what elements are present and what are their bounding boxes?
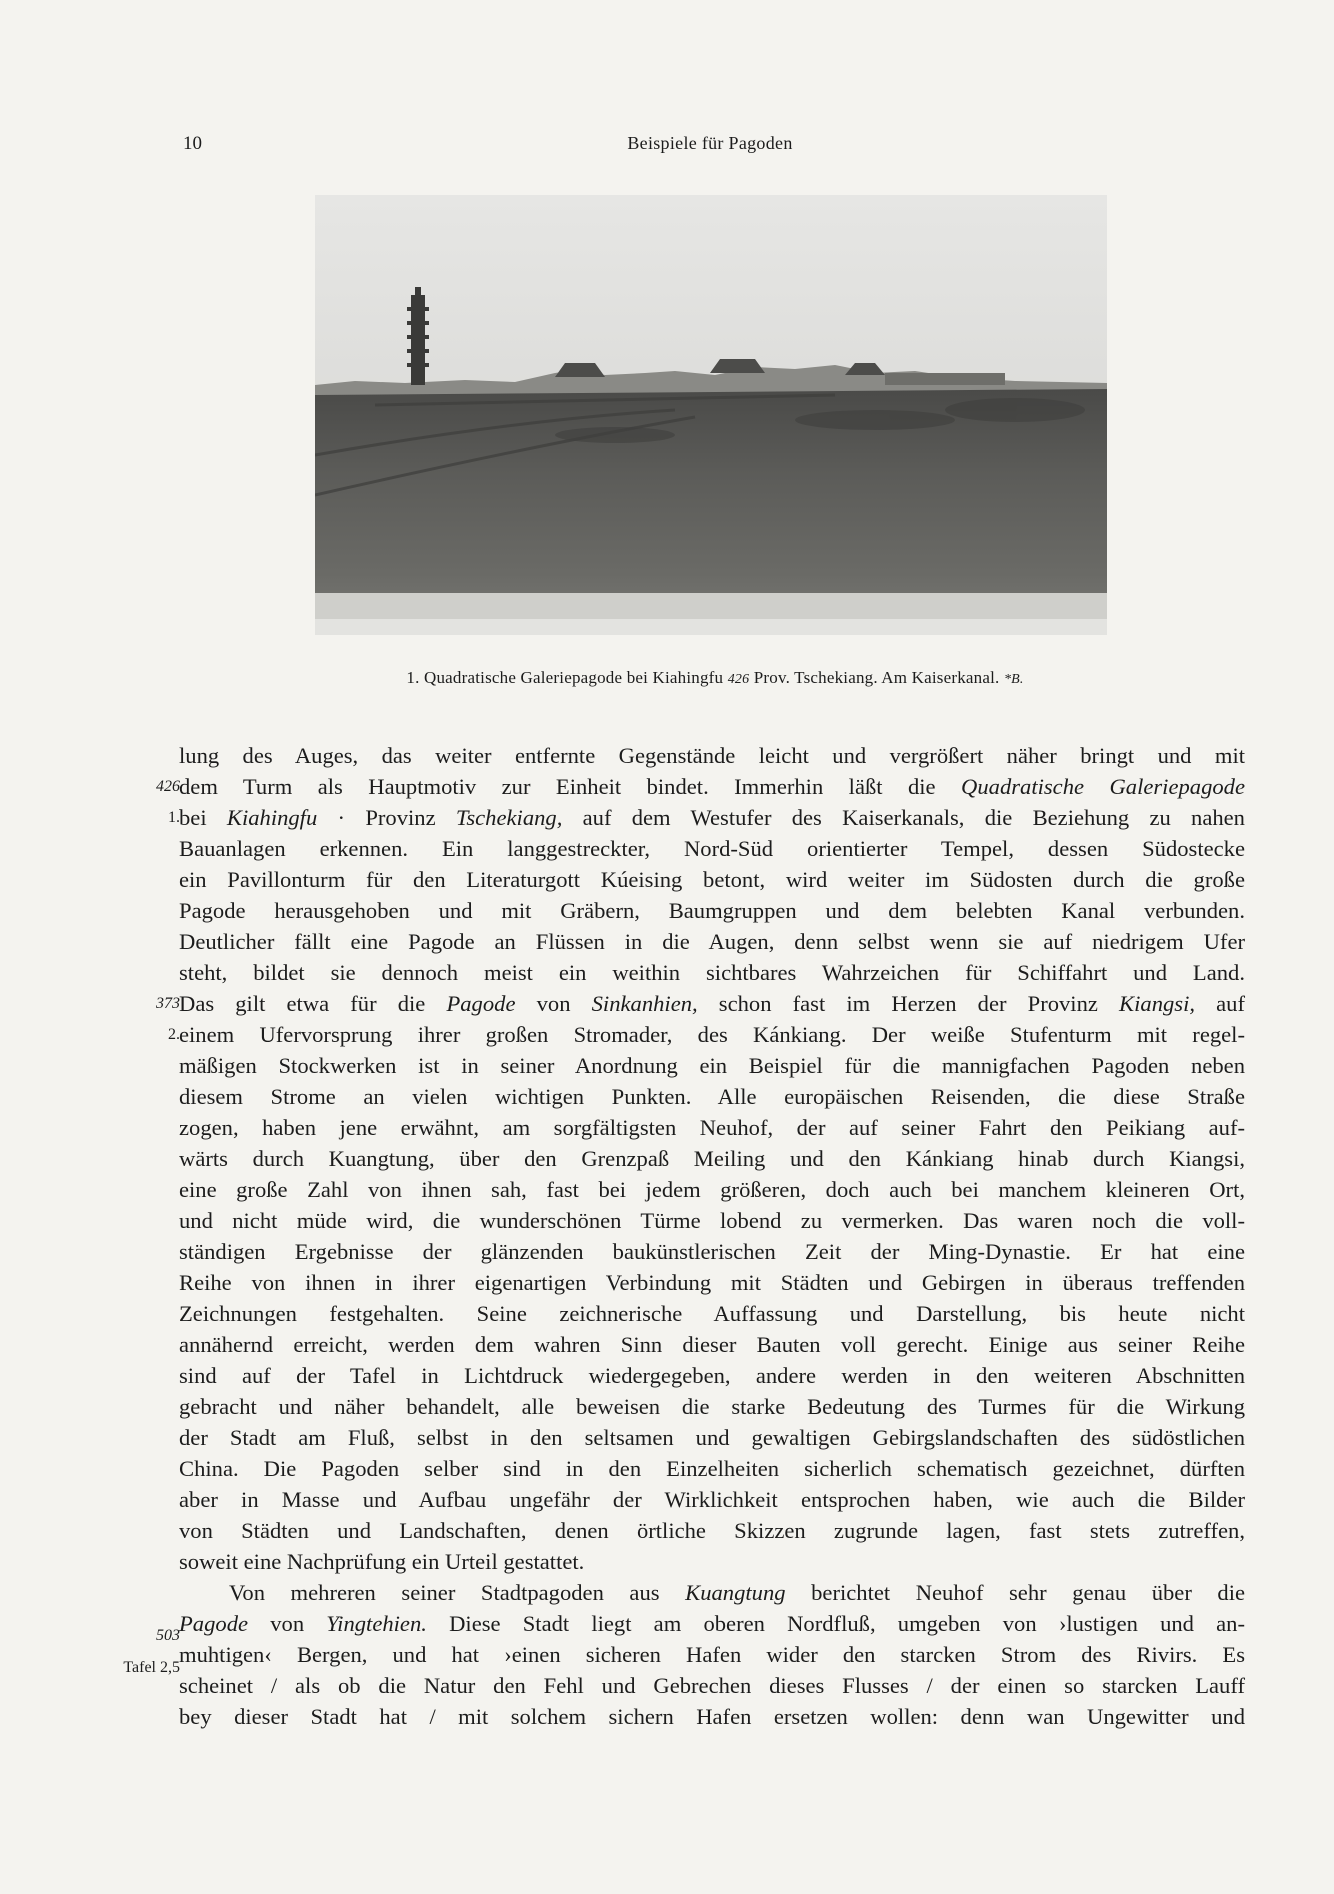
text-line: von Städten und Landschaften, denen örtliche Skizzen zugrunde lagen, fast stets zutreffen, xyxy=(179,1518,1245,1543)
text-line: Zeichnungen festgehalten. Seine zeichnerische Auffassung und Darstellung, bis heute nicht xyxy=(179,1301,1245,1326)
text-line: Deutlicher fällt eine Pagode an Flüssen in die Augen, denn selbst wenn sie auf niedrigem Ufer xyxy=(179,929,1245,954)
caption-credit: *B. xyxy=(1003,672,1024,687)
figure-photograph xyxy=(315,195,1107,635)
caption-ref: 426 xyxy=(727,672,750,687)
text-line: steht, bildet sie dennoch meist ein weithin sichtbares Wahrzeichen für Schiffahrt und Land. xyxy=(179,960,1245,985)
running-title: Beispiele für Pagoden xyxy=(627,133,793,153)
figure-caption xyxy=(320,668,1110,688)
text-line: dem Turm als Hauptmotiv zur Einheit bindet. Immerhin läßt die Quadratische Galeriepagode xyxy=(179,774,1245,799)
text-line: soweit eine Nachprüfung ein Urteil gestattet. xyxy=(179,1549,585,1574)
margin-fig-2: 2. xyxy=(168,1026,180,1043)
text-line: muhtigen‹ Bergen, und hat ›einen sicheren Hafen wider den starcken Strom des Rivirs. Es xyxy=(179,1642,1245,1667)
text-line: annähernd erreicht, werden dem wahren Sinn dieser Bauten voll gerecht. Einige aus seiner Reihe xyxy=(179,1332,1245,1357)
text-line: lung des Auges, das weiter entfernte Gegenstände leicht und vergrößert näher bringt und mit xyxy=(179,743,1245,768)
text-line: einem Ufervorsprung ihrer großen Stromader, des Kánkiang. Der weiße Stufenturm mit regel- xyxy=(179,1022,1245,1047)
text-line: Das gilt etwa für die Pagode von Sinkanhien, schon fast im Herzen der Provinz Kiangsi, auf xyxy=(179,991,1245,1016)
pagoda-landscape-photo xyxy=(315,195,1107,635)
text-line: scheinet / als ob die Natur den Fehl und Gebrechen dieses Flusses / der einen so starcken Lauff xyxy=(179,1673,1245,1698)
text-line: Pagode herausgehoben und mit Gräbern, Baumgruppen und dem belebten Kanal verbunden. xyxy=(179,898,1245,923)
margin-plate-ref: Tafel 2,5 xyxy=(123,1659,180,1676)
text-line: eine große Zahl von ihnen sah, fast bei jedem größeren, doch auch bei manchem kleineren Ort, xyxy=(179,1177,1245,1202)
caption-text: 1. Quadratische Galeriepagode bei Kiahingfu xyxy=(406,668,728,687)
text-line: sind auf der Tafel in Lichtdruck wiedergegeben, andere werden in den weiteren Abschnitten xyxy=(179,1363,1245,1388)
text-line: zogen, haben jene erwähnt, am sorgfältigsten Neuhof, der auf seiner Fahrt den Peikiang auf- xyxy=(179,1115,1245,1140)
text-line: aber in Masse und Aufbau ungefähr der Wirklichkeit entsprochen haben, wie auch die Bilder xyxy=(179,1487,1245,1512)
margin-ref-503: 503 xyxy=(156,1627,180,1644)
text-line: China. Die Pagoden selber sind in den Einzelheiten sicherlich schematisch gezeichnet, dürften xyxy=(179,1456,1245,1481)
text-line: bei Kiahingfu · Provinz Tschekiang, auf dem Westufer des Kaiserkanals, die Beziehung zu nahen xyxy=(179,805,1245,830)
text-line: der Stadt am Fluß, selbst in den seltsamen und gewaltigen Gebirgslandschaften des südöstlichen xyxy=(179,1425,1245,1450)
margin-ref-426: 426 xyxy=(156,778,180,795)
margin-fig-1: 1. xyxy=(168,809,180,826)
text-line: wärts durch Kuangtung, über den Grenzpaß Meiling und den Kánkiang hinab durch Kiangsi, xyxy=(179,1146,1245,1171)
caption-location: Prov. Tschekiang. Am Kaiserkanal. xyxy=(749,668,1004,687)
text-line: Von mehreren seiner Stadtpagoden aus Kuangtung berichtet Neuhof sehr genau über die xyxy=(229,1580,1246,1605)
text-line: Bauanlagen erkennen. Ein langgestreckter, Nord-Süd orientierter Tempel, dessen Südostecke xyxy=(179,836,1245,861)
text-line: gebracht und näher behandelt, alle beweisen die starke Bedeutung des Turmes für die Wirkung xyxy=(179,1394,1245,1419)
text-line: ständigen Ergebnisse der glänzenden baukünstlerischen Zeit der Ming-Dynastie. Er hat eine xyxy=(179,1239,1245,1264)
text-line: Reihe von ihnen in ihrer eigenartigen Verbindung mit Städten und Gebirgen in überaus treffenden xyxy=(179,1270,1245,1295)
text-line: und nicht müde wird, die wunderschönen Türme lobend zu vermerken. Das waren noch die voll- xyxy=(179,1208,1245,1233)
body-text xyxy=(179,740,1245,1732)
text-line: bey dieser Stadt hat / mit solchem sichern Hafen ersetzen wollen: denn wan Ungewitter und xyxy=(179,1704,1245,1729)
text-line: diesem Strome an vielen wichtigen Punkten. Alle europäischen Reisenden, die diese Straße xyxy=(179,1084,1245,1109)
text-line: Pagode von Yingtehien. Diese Stadt liegt am oberen Nordfluß, umgeben von ›lustigen und an- xyxy=(179,1611,1245,1636)
page-number: 10 xyxy=(183,133,202,154)
text-line: mäßigen Stockwerken ist in seiner Anordnung ein Beispiel für die mannigfachen Pagoden neben xyxy=(179,1053,1245,1078)
text-line: ein Pavillonturm für den Literaturgott Kúeising betont, wird weiter im Südosten durch die große xyxy=(179,867,1245,892)
margin-ref-373: 373 xyxy=(156,995,180,1012)
